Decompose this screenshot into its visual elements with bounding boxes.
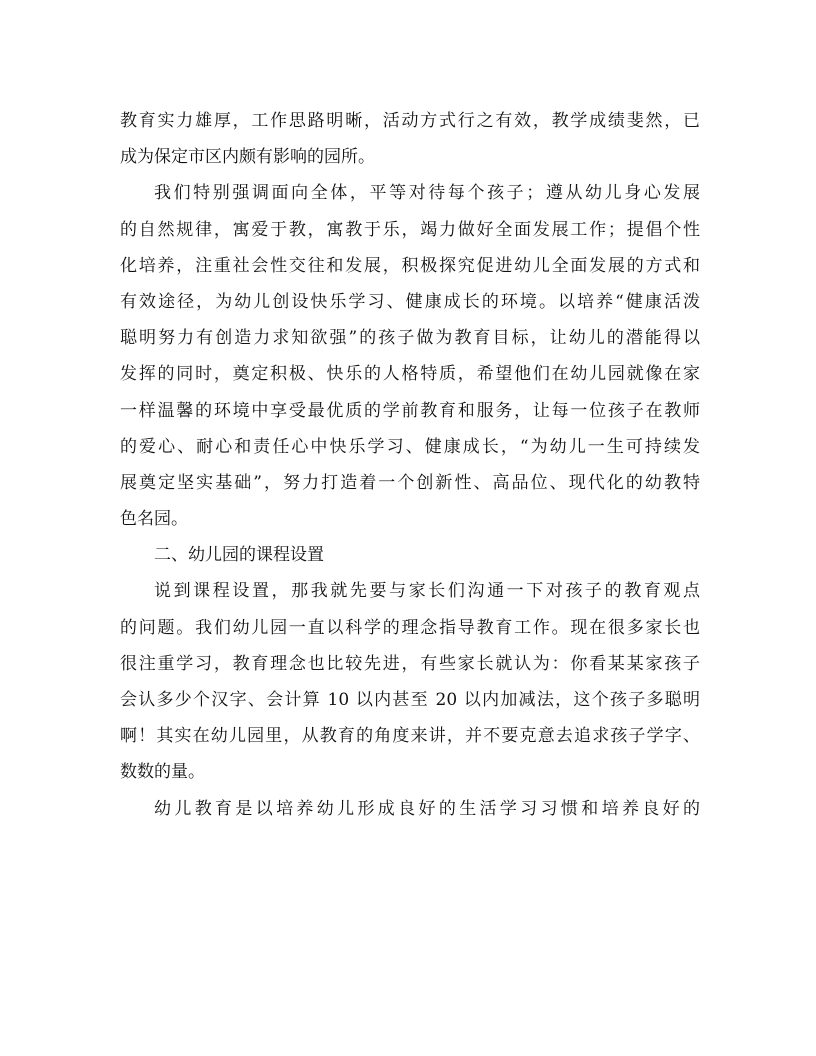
text-line: 啊！其实在幼儿园里，从教育的角度来讲，并不要克意去追求孩子学字、 — [120, 726, 700, 747]
text-line: 很注重学习，教育理念也比较先进，有些家长就认为：你看某某家孩子 — [120, 653, 700, 674]
section-heading — [120, 537, 700, 573]
text-line: 我们特别强调面向全体，平等对待每个孩子；遵从幼儿身心发展 — [154, 183, 700, 204]
paragraph — [120, 175, 700, 537]
text-line: 聪明努力有创造力求知欲强”的孩子做为教育目标，让幼儿的潜能得以 — [120, 328, 700, 349]
text-line: 说到课程设置，那我就先要与家长们沟通一下对孩子的教育观点 — [154, 581, 700, 602]
text-line: 会认多少个汉字、会计算 10 以内甚至 20 以内加减法，这个孩子多聪明 — [120, 690, 700, 710]
text-line: 数数的量。 — [120, 762, 205, 783]
section-heading-text: 二、幼儿园的课程设置 — [154, 545, 324, 566]
paragraph — [120, 103, 700, 175]
text-line: 发挥的同时，奠定积极、快乐的人格特质，希望他们在幼儿园就像在家 — [120, 364, 700, 385]
text-line: 的爱心、耐心和责任心中快乐学习、健康成长，“为幼儿一生可持续发 — [120, 436, 700, 457]
text-line: 的问题。我们幼儿园一直以科学的理念指导教育工作。现在很多家长也 — [120, 617, 700, 638]
paragraph — [120, 791, 700, 827]
text-line: 的自然规律，寓爱于教，寓教于乐，竭力做好全面发展工作；提倡个性 — [120, 219, 700, 240]
text-line: 化培养，注重社会性交往和发展，积极探究促进幼儿全面发展的方式和 — [120, 255, 700, 276]
text-line: 教育实力雄厚，工作思路明晰，活动方式行之有效，教学成绩斐然，已 — [120, 111, 700, 131]
text-line: 幼儿教育是以培养幼儿形成良好的生活学习习惯和培养良好的 — [154, 798, 700, 819]
paragraph — [120, 573, 700, 790]
text-line: 展奠定坚实基础”，努力打造着一个创新性、高品位、现代化的幼教特 — [120, 472, 700, 493]
text-line: 一样温馨的环境中享受最优质的学前教育和服务，让每一位孩子在教师 — [120, 400, 700, 421]
text-line: 有效途径，为幼儿创设快乐学习、健康成长的环境。以培养“健康活泼 — [120, 291, 700, 312]
text-line: 成为保定市区内颇有影响的园所。 — [120, 147, 375, 168]
text-line: 色名园。 — [120, 509, 188, 530]
document-body — [120, 103, 700, 827]
